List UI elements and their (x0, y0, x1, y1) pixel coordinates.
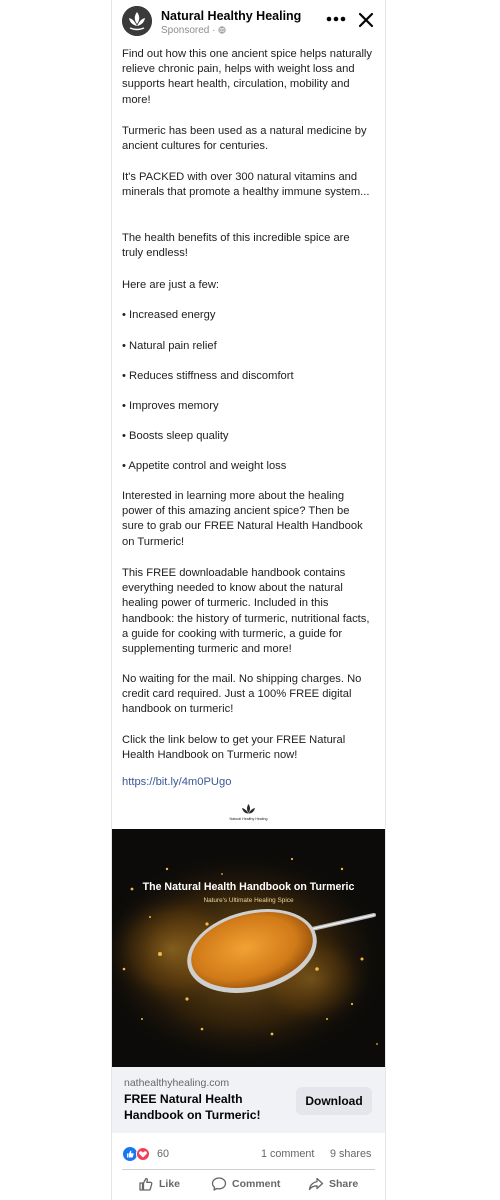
share-label: Share (329, 1178, 359, 1190)
post-paragraph-handbook: This FREE downloadable handbook contains everything needed to know about the natural healing power of turmeric. Included in this handbook: the history of turmeric, nutritional facts, a guide for cooking with turmeric, a guide for supplementing turmeric and more! (122, 567, 370, 656)
post-paragraph-history: Turmeric has been used as a natural medicine by ancient cultures for centuries. (122, 125, 367, 153)
post-paragraph-benefits: The health benefits of this incredible spice are truly endless! (122, 232, 350, 260)
page-avatar[interactable] (122, 6, 152, 36)
ad-image[interactable] (112, 797, 385, 1067)
post-paragraph-interested: Interested in learning more about the healing power of this amazing ancient spice? Then be sure to grab our FREE Natural Health Handbook on Turmeric! (122, 490, 363, 548)
post-paragraph-intro: Find out how this one ancient spice helps naturally relieve chronic pain, helps with weight loss and supports heart health, circulation, mobility and more! (122, 48, 373, 106)
bullet-item: • Reduces stiffness and discomfort (122, 370, 294, 382)
like-label: Like (159, 1178, 181, 1190)
more-options-icon[interactable] (325, 12, 347, 26)
reaction-summary (112, 1143, 385, 1165)
sponsored-label (161, 25, 226, 36)
post-link[interactable]: https://bit.ly/4m0PUgo (122, 776, 232, 788)
comment-button[interactable] (211, 1175, 280, 1193)
ad-image-brand: Natural Healthy Healing (229, 817, 268, 821)
like-button[interactable] (138, 1175, 180, 1193)
divider (122, 1169, 375, 1170)
link-preview-bar[interactable] (112, 1067, 385, 1133)
bullet-item: • Increased energy (122, 309, 216, 321)
reaction-count[interactable]: 60 (157, 1148, 170, 1160)
comment-icon (211, 1176, 227, 1192)
bullet-item: • Improves memory (122, 400, 219, 412)
bullet-item: • Natural pain relief (122, 340, 217, 352)
post-paragraph-few: Here are just a few: (122, 279, 220, 291)
sponsored-post-card (111, 0, 386, 1200)
comment-count[interactable]: 1 comment (261, 1148, 315, 1160)
sponsored-text: Sponsored · (161, 25, 219, 36)
close-icon[interactable] (357, 11, 375, 29)
post-paragraph-click: Click the link below to get your FREE Natural Health Handbook on Turmeric now! (122, 734, 346, 762)
page-name[interactable]: Natural Healthy Healing (161, 9, 302, 23)
share-icon (308, 1176, 324, 1192)
ad-image-title: The Natural Health Handbook on Turmeric (142, 881, 355, 893)
thumbs-up-icon (138, 1176, 154, 1192)
link-title: FREE Natural Health Handbook on Turmeric! (124, 1092, 261, 1122)
love-reaction-icon[interactable] (136, 1147, 150, 1161)
share-button[interactable] (308, 1175, 358, 1193)
turmeric-photo (112, 829, 385, 1067)
post-paragraph-no-waiting: No waiting for the mail. No shipping charges. No credit card required. Just a 100% FREE digital handbook on turmeric! (122, 673, 362, 716)
bullet-item: • Appetite control and weight loss (122, 460, 287, 472)
like-reaction-icon[interactable] (123, 1147, 137, 1161)
post-paragraph-packed: It's PACKED with over 300 natural vitamins and minerals that promote a healthy immune system... (122, 171, 370, 199)
ad-image-subtitle: Nature's Ultimate Healing Spice (203, 897, 294, 904)
post-actions (112, 1172, 385, 1196)
lotus-logo-icon (241, 803, 256, 815)
link-domain: nathealthyhealing.com (124, 1077, 230, 1089)
share-count[interactable]: 9 shares (330, 1148, 372, 1160)
bullet-item: • Boosts sleep quality (122, 430, 229, 442)
download-button[interactable]: Download (296, 1087, 372, 1115)
comment-label: Comment (232, 1178, 281, 1190)
globe-icon (218, 26, 226, 34)
post-header (112, 0, 385, 42)
ad-image-header (112, 797, 385, 829)
